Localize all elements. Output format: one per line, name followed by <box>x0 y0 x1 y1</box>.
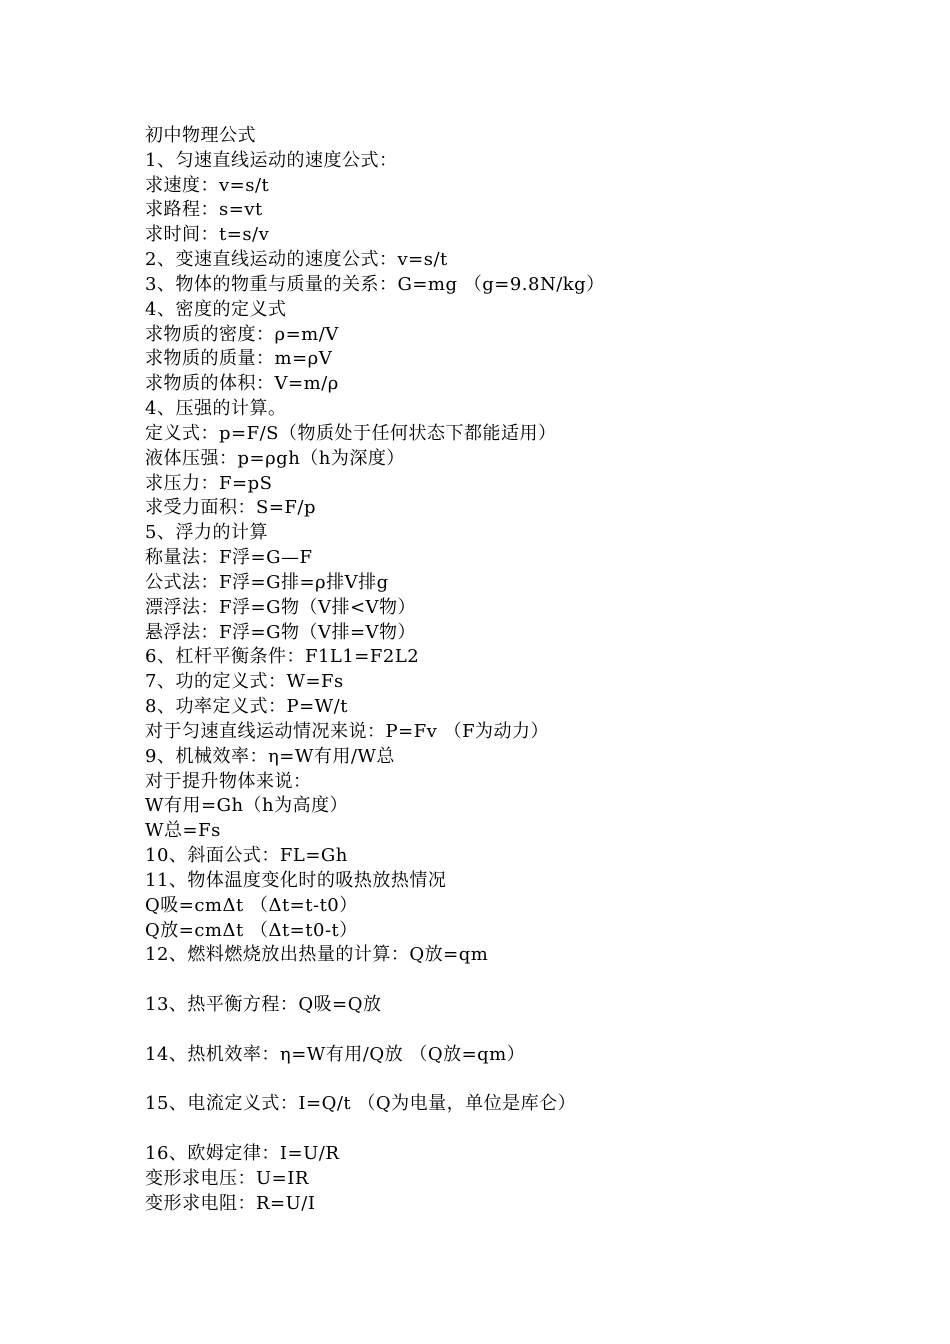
text-line: 变形求电阻：R=U/I <box>145 1192 316 1214</box>
document-title: 初中物理公式 <box>145 125 256 146</box>
text-line: 8、功率定义式：P=W/t <box>145 696 348 718</box>
text-line: 13、热平衡方程：Q吸=Q放 <box>145 993 382 1015</box>
text-line: 对于提升物体来说： <box>145 770 312 792</box>
text-line: 求压力：F=pS <box>145 472 273 494</box>
text-line: 1、匀速直线运动的速度公式： <box>145 149 398 171</box>
text-line: W有用=Gh（h为高度） <box>145 795 349 817</box>
text-line: 5、浮力的计算 <box>145 522 268 544</box>
blank-line <box>145 1117 905 1142</box>
blank-line <box>145 968 905 993</box>
text-line: 称量法：F浮=G—F <box>145 547 313 569</box>
text-line: 3、物体的物重与质量的关系：G=mg （g=9.8N/kg） <box>145 273 605 295</box>
text-line: 7、功的定义式：W=Fs <box>145 671 344 693</box>
text-line: 液体压强：p=ρgh（h为深度） <box>145 447 405 469</box>
text-line: 公式法：F浮=G排=ρ排V排g <box>145 571 389 593</box>
text-line: 16、欧姆定律：I=U/R <box>145 1142 340 1164</box>
text-line: 变形求电压：U=IR <box>145 1167 309 1189</box>
document-body <box>145 124 905 1216</box>
text-line: 求物质的密度：ρ=m/V <box>145 323 339 345</box>
text-line: Q吸=cmΔt （Δt=t-t0） <box>145 894 358 916</box>
text-line: 10、斜面公式：FL=Gh <box>145 845 348 867</box>
text-line: 6、杠杆平衡条件：F1L1=F2L2 <box>145 646 420 668</box>
text-line: 漂浮法：F浮=G物（V排<V物） <box>145 596 417 618</box>
text-line: 求路程：s=vt <box>145 199 263 221</box>
text-line: 12、燃料燃烧放出热量的计算：Q放=qm <box>145 944 489 966</box>
text-line: 4、密度的定义式 <box>145 298 287 320</box>
text-line: 求受力面积：S=F/p <box>145 497 316 519</box>
text-line: 悬浮法：F浮=G物（V排=V物） <box>145 621 417 643</box>
text-line: W总=Fs <box>145 820 221 842</box>
text-line: 求物质的质量：m=ρV <box>145 348 333 370</box>
text-line: 9、机械效率：η=W有用/W总 <box>145 745 395 767</box>
text-line: 定义式：p=F/S（物质处于任何状态下都能适用） <box>145 422 557 444</box>
text-line: 15、电流定义式：I=Q/t （Q为电量，单位是库仑） <box>145 1093 577 1115</box>
text-line: 求速度：v=s/t <box>145 174 270 196</box>
text-line: 11、物体温度变化时的吸热放热情况 <box>145 869 447 891</box>
text-line: Q放=cmΔt （Δt=t0-t） <box>145 919 358 941</box>
blank-line <box>145 1018 905 1043</box>
blank-line <box>145 1067 905 1092</box>
text-line: 2、变速直线运动的速度公式：v=s/t <box>145 249 448 271</box>
text-line: 对于匀速直线运动情况来说：P=Fv （F为动力） <box>145 720 550 742</box>
text-line: 求时间：t=s/v <box>145 224 270 246</box>
text-line: 4、压强的计算。 <box>145 398 287 420</box>
text-line: 14、热机效率：η=W有用/Q放 （Q放=qm） <box>145 1043 526 1065</box>
text-line: 求物质的体积：V=m/ρ <box>145 373 339 395</box>
